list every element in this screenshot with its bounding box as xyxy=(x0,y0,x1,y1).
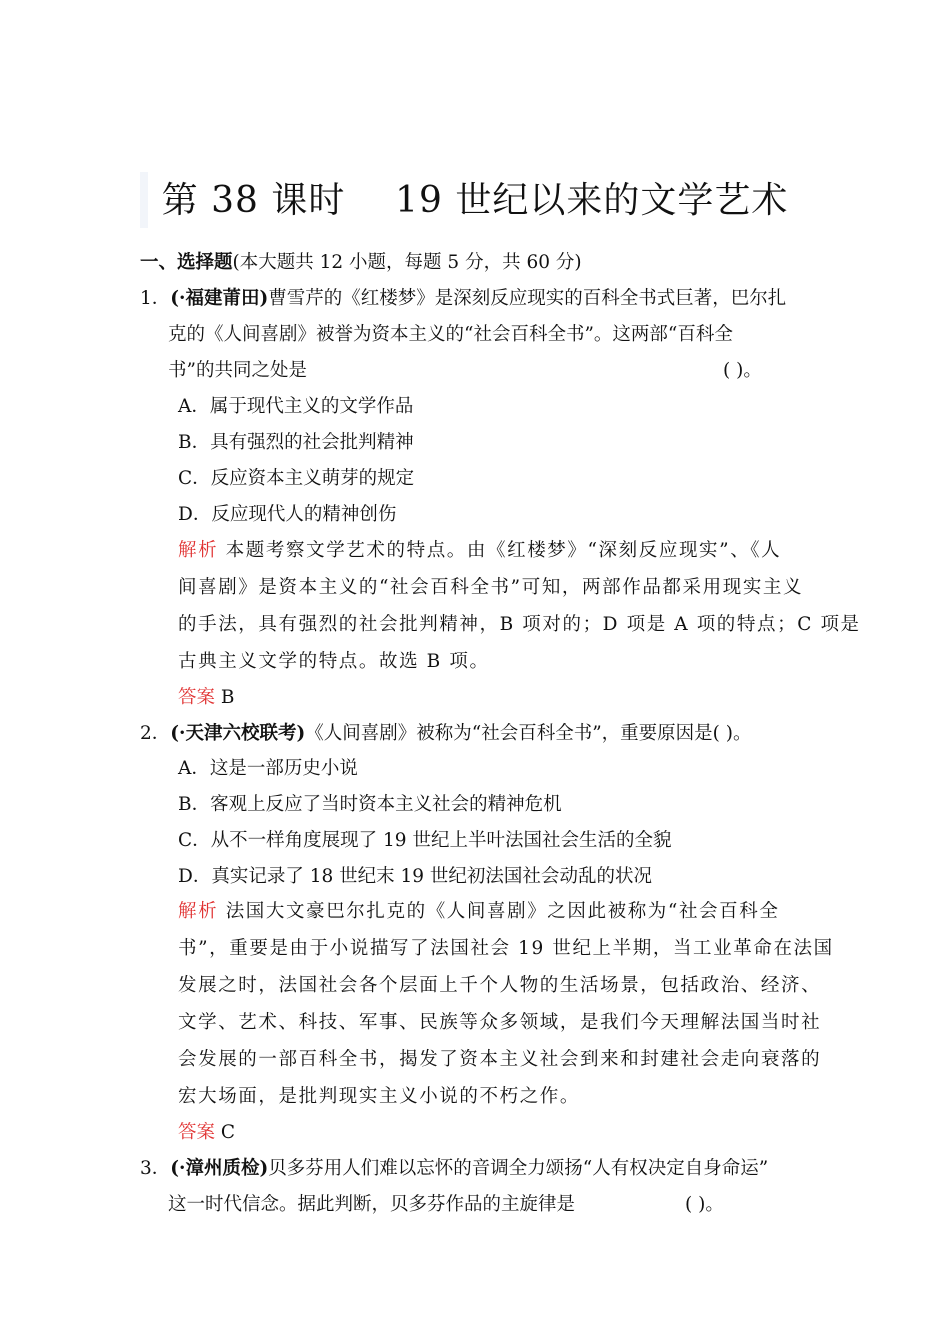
question-3-source: (·漳州质检) xyxy=(170,1158,269,1179)
question-1-option-a: A．属于现代主义的文学作品 xyxy=(178,396,414,417)
question-2-analysis-line-2: 书”，重要是由于小说描写了法国社会 19 世纪上半期，当工业革命在法国 xyxy=(178,938,834,959)
question-3-number: 3． xyxy=(140,1158,171,1179)
question-2-source: (·天津六校联考) xyxy=(170,723,306,744)
question-1-option-d: D．反应现代人的精神创伤 xyxy=(178,504,397,525)
question-1-number: 1． xyxy=(140,288,171,309)
question-2-answer xyxy=(178,1120,235,1146)
question-3-answer-blank: ( )。 xyxy=(685,1194,724,1215)
question-1-analysis-line-2: 间喜剧》是资本主义的“社会百科全书”可知，两部作品都采用现实主义 xyxy=(178,577,804,598)
question-2-option-c: C．从不一样角度展现了 19 世纪上半叶法国社会生活的全貌 xyxy=(178,830,672,851)
page-title: 第 38 课时 19 世纪以来的文学艺术 xyxy=(161,180,789,221)
question-1-analysis-line-3: 的手法，具有强烈的社会批判精神，B 项对的；D 项是 A 项的特点；C 项是 xyxy=(178,614,861,635)
question-3-stem-line-2: 这一时代信念。据此判断，贝多芬作品的主旋律是 xyxy=(168,1194,576,1215)
question-2-analysis-line-3: 发展之时，法国社会各个层面上千个人物的生活场景，包括政治、经济、 xyxy=(178,975,822,996)
question-2-analysis-label: 解析 xyxy=(178,901,219,922)
question-2-stem-line-1: 2．(·天津六校联考)《人间喜剧》被称为“社会百科全书”，重要原因是( )。 xyxy=(140,723,752,744)
question-1-answer-label: 答案 xyxy=(178,687,216,708)
question-1-stem-line-2: 克的《人间喜剧》被誉为资本主义的“社会百科全书”。这两部“百科全 xyxy=(168,324,733,345)
question-1-answer-blank: ( )。 xyxy=(723,360,762,381)
question-1-analysis-label: 解析 xyxy=(178,540,219,561)
question-3-stem-line-1: 3．(·漳州质检)贝多芬用人们难以忘怀的音调全力颂扬“人有权决定自身命运” xyxy=(140,1158,769,1179)
question-1-option-b: B．具有强烈的社会批判精神 xyxy=(178,432,414,453)
question-1-stem-line-3: 书”的共同之处是 xyxy=(168,360,307,381)
question-1-analysis-line-1: 解析 本题考察文学艺术的特点。由《红楼梦》“深刻反应现实”、《人 xyxy=(178,540,782,561)
question-1-stem-line-1: 1．(·福建莆田)曹雪芹的《红楼梦》是深刻反应现实的百科全书式巨著，巴尔扎 xyxy=(140,288,787,309)
question-1-answer xyxy=(178,685,235,711)
question-2-answer-label: 答案 xyxy=(178,1122,216,1143)
section-label: 一、选择题 xyxy=(140,252,233,273)
question-1-option-c: C．反应资本主义萌芽的规定 xyxy=(178,468,415,489)
question-2-answer-value: C xyxy=(220,1122,236,1143)
question-2-analysis-line-4: 文学、艺术、科技、军事、民族等众多领域，是我们今天理解法国当时社 xyxy=(178,1012,822,1033)
question-2-number: 2． xyxy=(140,723,171,744)
question-1-source: (·福建莆田) xyxy=(170,288,269,309)
question-1-answer-value: B xyxy=(220,687,235,708)
section-heading xyxy=(140,250,582,276)
question-1-analysis-line-4: 古典主义文学的特点。故选 B 项。 xyxy=(178,651,490,672)
section-note: (本大题共 12 小题，每题 5 分，共 60 分) xyxy=(232,252,582,273)
question-2-option-b: B．客观上反应了当时资本主义社会的精神危机 xyxy=(178,794,562,815)
question-2-option-a: A．这是一部历史小说 xyxy=(178,758,358,779)
question-2-analysis-line-5: 会发展的一部百科全书，揭发了资本主义社会到来和封建社会走向衰落的 xyxy=(178,1049,822,1070)
question-2-analysis-line-6: 宏大场面，是批判现实主义小说的不朽之作。 xyxy=(178,1086,581,1107)
question-2-option-d: D．真实记录了 18 世纪末 19 世纪初法国社会动乱的状况 xyxy=(178,866,652,887)
question-2-analysis-line-1: 解析 法国大文豪巴尔扎克的《人间喜剧》之因此被称为“社会百科全 xyxy=(178,901,780,922)
